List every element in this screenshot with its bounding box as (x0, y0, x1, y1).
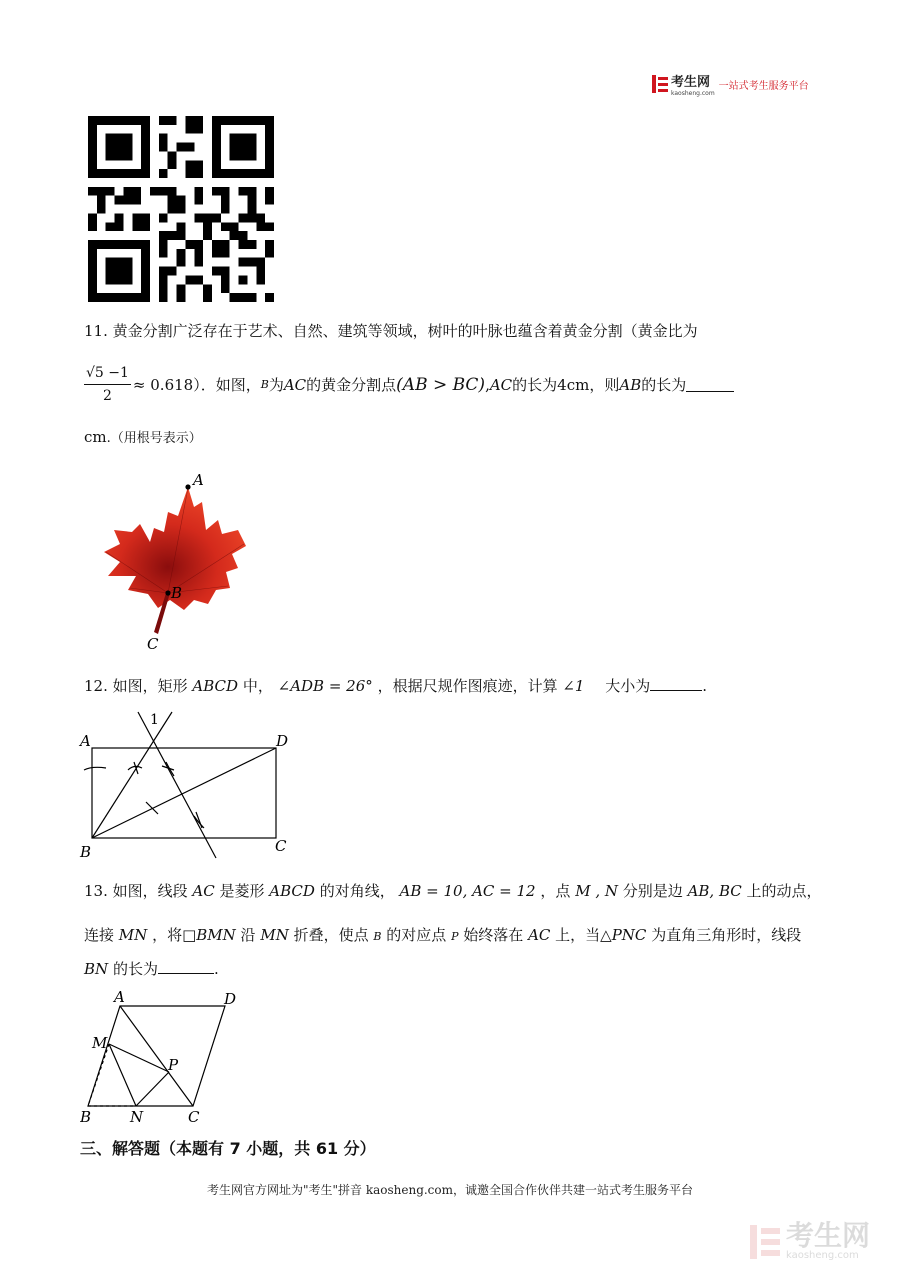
label-C: C (147, 635, 159, 652)
header-logo (652, 74, 809, 97)
q11-text-b: 的黄金分割点 (306, 375, 397, 394)
point-B: B (373, 930, 382, 943)
diagonal-AC (120, 1006, 193, 1106)
footer-text: 考生网官方网址为"考生"拼音 kaosheng.com，诚邀全国合作伙伴共建一站式考生服务平台 (206, 1183, 694, 1197)
q13-text-m: 上，当△ (555, 926, 612, 944)
watermark-name: 考生网 (785, 1219, 870, 1252)
golden-ratio-fraction (84, 362, 131, 407)
q11-text-c: 的长为 (512, 375, 558, 394)
segment-AC: AC (283, 375, 307, 394)
approx-value: ≈ 0.618 (132, 375, 194, 394)
q12-line (84, 675, 707, 697)
segment-BN: BN (84, 960, 109, 978)
watermark (750, 1219, 870, 1261)
rhombus-ABCD: ABCD (269, 882, 315, 900)
answer-blank[interactable] (686, 377, 734, 392)
label-A: A (193, 472, 204, 489)
q11-text-a: ）．如图， (193, 375, 261, 394)
q13-text-g: 连接 (84, 926, 115, 944)
triangle-PNC: PNC (611, 926, 647, 944)
label-A: A (80, 732, 91, 750)
q11-wei: 为 (268, 375, 284, 394)
segment-AC-2: AC (528, 926, 551, 944)
segment-AC-2: AC (489, 375, 513, 394)
label-P: P (168, 1056, 179, 1074)
q11-line1: 11. 黄金分割广泛存在于艺术、自然、建筑等领域，树叶的叶脉也蕴含着黄金分割（黄金比为 (84, 322, 698, 340)
q11-line3 (84, 426, 202, 450)
q12-text-a: 12. 如图，矩形 (84, 677, 188, 695)
q12-text-e: . (702, 677, 708, 695)
segment-MP (109, 1044, 169, 1072)
bisector-line (138, 712, 216, 858)
sides-AB-BC: AB, BC (687, 882, 742, 900)
watermark-logo-icon (750, 1225, 780, 1259)
logo-mark-icon (652, 75, 668, 93)
label-A: A (114, 988, 125, 1006)
condition: AB = 10, AC = 12 (399, 882, 536, 900)
label-B: B (80, 1108, 92, 1126)
rhombus-figure (80, 986, 260, 1126)
answer-blank[interactable] (158, 959, 214, 974)
label-C: C (275, 837, 287, 855)
point-P: P (451, 930, 459, 943)
q13-text-h: ，将□ (152, 926, 197, 944)
tick-marks (134, 762, 202, 828)
q11-line2 (84, 362, 734, 407)
q13-text-d: ，点 (540, 882, 571, 900)
segment-AC: AC (192, 882, 215, 900)
label-B: B (80, 843, 92, 861)
q13-line3 (84, 958, 219, 980)
length-value: 4cm (557, 375, 590, 394)
arc-mark-3 (146, 802, 158, 814)
maple-leaf-figure (98, 472, 258, 652)
section-heading: 三、解答题（本题有 7 小题，共 61 分） (80, 1139, 376, 1158)
diagonal-BD (92, 748, 276, 838)
q11-note: .（用根号表示） (106, 431, 202, 446)
rect-ABCD: ABCD (192, 677, 239, 695)
q13-line1 (84, 880, 822, 902)
rectangle-figure (78, 704, 298, 864)
condition: (AB > BC) (396, 374, 486, 395)
fraction-denominator: 2 (103, 388, 112, 404)
label-D: D (224, 990, 237, 1008)
q13-text-l: 始终落在 (463, 926, 524, 944)
logo-name: 考生网 (671, 75, 711, 90)
fraction-numerator: √5 −1 (84, 362, 131, 385)
q13-text-n: 为直角三角形时，线段 (651, 926, 802, 944)
logo-domain: kaosheng.com (671, 90, 715, 97)
label-B: B (171, 584, 183, 602)
comma: , (485, 375, 490, 394)
q12-text-c: ，根据尺规作图痕迹，计算 (377, 677, 558, 695)
q11-text-e: 的长为 (641, 375, 687, 394)
angle-1: ∠1 (562, 677, 585, 695)
label-C: C (188, 1108, 200, 1126)
segment-AB: AB (619, 375, 642, 394)
q13-text-b: 是菱形 (219, 882, 265, 900)
q13-text-p: . (213, 960, 219, 978)
watermark-domain: kaosheng.com (785, 1250, 859, 1261)
q13-text-i: 沿 (240, 926, 256, 944)
segment-MN-2: MN (260, 926, 289, 944)
arc-mark-left (84, 767, 106, 770)
dashed-MB (88, 1044, 109, 1106)
answer-blank[interactable] (650, 676, 702, 691)
point-B: B (260, 377, 269, 391)
q13-text-j: 折叠，使点 (293, 926, 369, 944)
point-B-dot (165, 590, 170, 595)
triangle-BMN: BMN (196, 926, 236, 944)
logo-slogan: 一站式考生服务平台 (718, 80, 809, 92)
qr-code-icon (88, 116, 274, 302)
label-1: 1 (150, 712, 159, 728)
segment-MN: MN (118, 926, 148, 944)
q13-line2 (84, 924, 801, 948)
q13-text-c: 的对角线， (319, 882, 395, 900)
unit-cm: cm (84, 428, 107, 446)
points-MN: M , N (575, 882, 618, 900)
q12-text-b: 中， (242, 677, 273, 695)
segment-NP (136, 1072, 169, 1106)
q13-text-f: 上的动点， (746, 882, 822, 900)
q13-text-e: 分别是边 (622, 882, 683, 900)
q13-text-k: 的对应点 (386, 926, 447, 944)
label-D: D (276, 732, 289, 750)
q13-text-o: 的长为 (112, 960, 158, 978)
angle-ADB: ∠ADB = 26° (277, 677, 373, 695)
point-A-dot (185, 484, 190, 489)
label-N: N (130, 1108, 144, 1126)
segment-MN (109, 1044, 136, 1106)
q13-text-a: 13. 如图，线段 (84, 882, 188, 900)
q11-text-d: ，则 (589, 375, 620, 394)
label-M: M (92, 1034, 108, 1052)
q12-text-d: 大小为 (605, 677, 651, 695)
